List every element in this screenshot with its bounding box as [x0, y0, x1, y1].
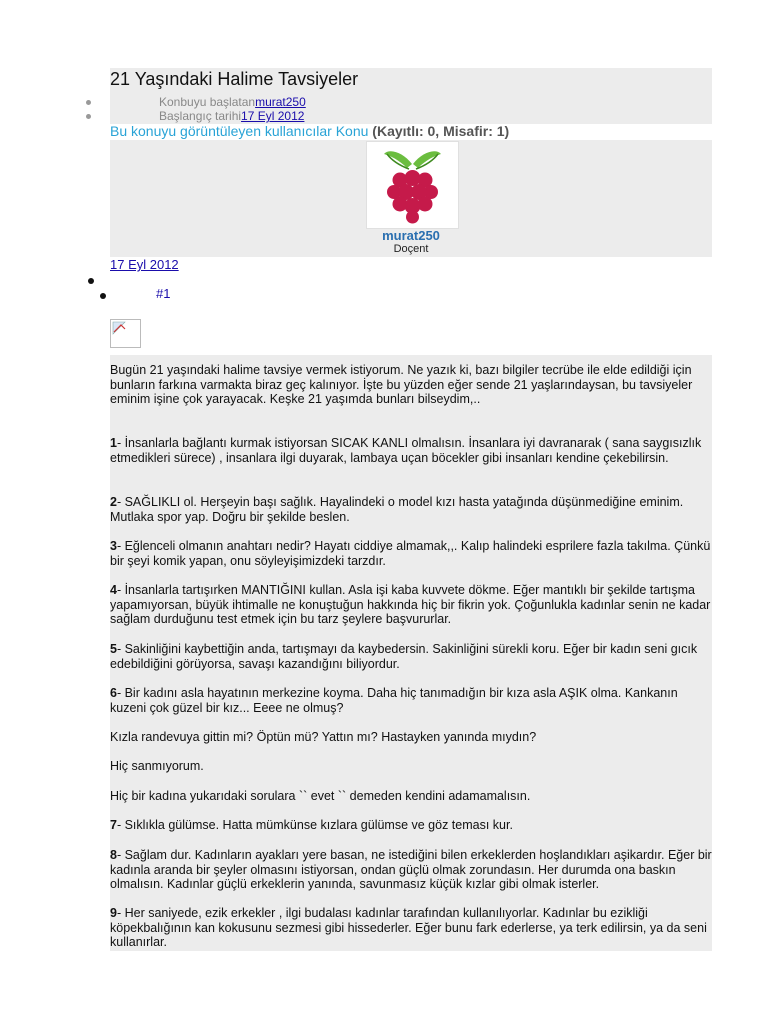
author-link[interactable]: murat250	[255, 95, 306, 109]
list-item: Hiç bir kadına yukarıdaki sorulara `` evet `` demeden kendini adamamalısın.	[110, 789, 531, 803]
thread-meta	[110, 92, 712, 124]
author-name[interactable]: murat250	[382, 228, 440, 243]
author-rank: Doçent	[393, 243, 429, 255]
list-item: 6- Bir kadını asla hayatının merkezine koyma. Daha hiç tanımadığın bir kıza asla AŞIK olma. Kankanın kuzeni çok güzel bir kız... Eeee ne olmuş?	[110, 686, 678, 715]
bullet-icon	[86, 100, 91, 105]
start-date-label: Başlangıç tarihi	[159, 109, 242, 123]
thread-header	[110, 68, 712, 92]
post-intro: Bugün 21 yaşındaki halime tavsiye vermek istiyorum. Ne yazık ki, bazı bilgiler tecrübe ile elde edildiği için bunların farkına varmakta biraz geç kalınıyor. İşte bu yüzden eğer sende 21 yaşlarındaysan, bu tavsiyeler eminim işine çok yarayacak. Keşke 21 yaşımda bunları bilseydim,..	[110, 363, 693, 407]
list-item: 1- İnsanlarla bağlantı kurmak istiyorsan SICAK KANLI olmalısın. İnsanlara iyi davranarak ( sana saygısızlık etmedikleri sürece) , insanlara ilgi duyarak, lambaya uçan böcekler gibi insanları kendine çekebilirsin.	[110, 436, 702, 465]
post-number-link[interactable]: #1	[156, 286, 171, 301]
avatar[interactable]	[366, 141, 459, 229]
start-date-row	[159, 109, 304, 123]
bullet-icon	[88, 278, 94, 284]
list-item: 7- Sıklıkla gülümse. Hatta mümkünse kızlara gülümse ve göz teması kur.	[110, 818, 513, 832]
start-date-link[interactable]: 17 Eyl 2012	[241, 109, 305, 123]
list-item: 4- İnsanlarla tartışırken MANTIĞINI kullan. Asla işi kaba kuvvete dökme. Eğer mantıklı bir şekilde tartışma yapamıyorsan, büyük ihtimalle ne konuştuğun hakkında hiç bir fikrin yok. Çoğunlukla kadınlar senin ne kadar sağlam durduğunu test etmek için bu tarz şeylere başvururlar.	[110, 583, 711, 627]
started-by-label: Konbuyu başlatan	[159, 95, 256, 109]
viewers-counts: (Kayıtlı: 0, Misafir: 1)	[372, 123, 510, 139]
viewers-text[interactable]: Bu konuyu görüntüleyen kullanıcılar Konu	[110, 123, 369, 139]
post-body	[110, 355, 712, 951]
list-item: 2- SAĞLIKLI ol. Herşeyin başı sağlık. Hayalindeki o model kızı hasta yatağında düşünmediğine eminim. Mutlaka spor yap. Doğru bir şekilde beslen.	[110, 495, 684, 524]
list-item: Hiç sanmıyorum.	[110, 759, 204, 773]
page-title: 21 Yaşındaki Halime Tavsiyeler	[110, 69, 359, 89]
list-item: 5- Sakinliğini kaybettiğin anda, tartışmayı da kaybedersin. Sakinliğini sürekli koru. Eğer bir kadın seni gıcık edebildiğini görüyorsa, savaşı kazandığını biliyordur.	[110, 642, 698, 671]
raspberry-pi-logo-icon	[367, 142, 458, 228]
bullet-icon	[100, 293, 106, 299]
list-item: 3- Eğlenceli olmanın anahtarı nedir? Hayatı ciddiye almamak,,. Kalıp halindeki esprilere fazla takılma. Çünkü bir şeyi komik yapan, onu söyleyişimizdeki tarzdır.	[110, 539, 711, 568]
thread-container	[110, 68, 712, 950]
list-item: 8- Sağlam dur. Kadınların ayakları yere basan, ne istediğini bilen erkeklerden hoşlandıkları aşikardır. Eğer bir kadınla aranda bir şeyler olmasını istiyorsan, ondan güçlü olmak zorundasın. Her durumda ona baskın olmalısın. Kadınlar güçlü erkeklerin yanında, savunmasız küçük kızlar gibi olmak isterler.	[110, 848, 712, 892]
list-item: Kızla randevuya gittin mi? Öptün mü? Yattın mı? Hastayken yanında mıydın?	[110, 730, 537, 744]
broken-image-icon	[110, 319, 141, 348]
author-card	[110, 140, 712, 257]
post-date-link[interactable]: 17 Eyl 2012	[110, 257, 179, 272]
bullet-icon	[86, 114, 91, 119]
started-by-row	[159, 95, 306, 109]
list-item: 9- Her saniyede, ezik erkekler , ilgi budalası kadınlar tarafından kullanılıyorlar. Kadınlar bu ezikliği köpekbalığının kan kokusunu sezmesi gibi hissederler. Eğer bunu fark ederlerse, ya terk edilirsin, ya da seni kullanırlar.	[110, 906, 707, 950]
viewers-line	[110, 123, 712, 139]
